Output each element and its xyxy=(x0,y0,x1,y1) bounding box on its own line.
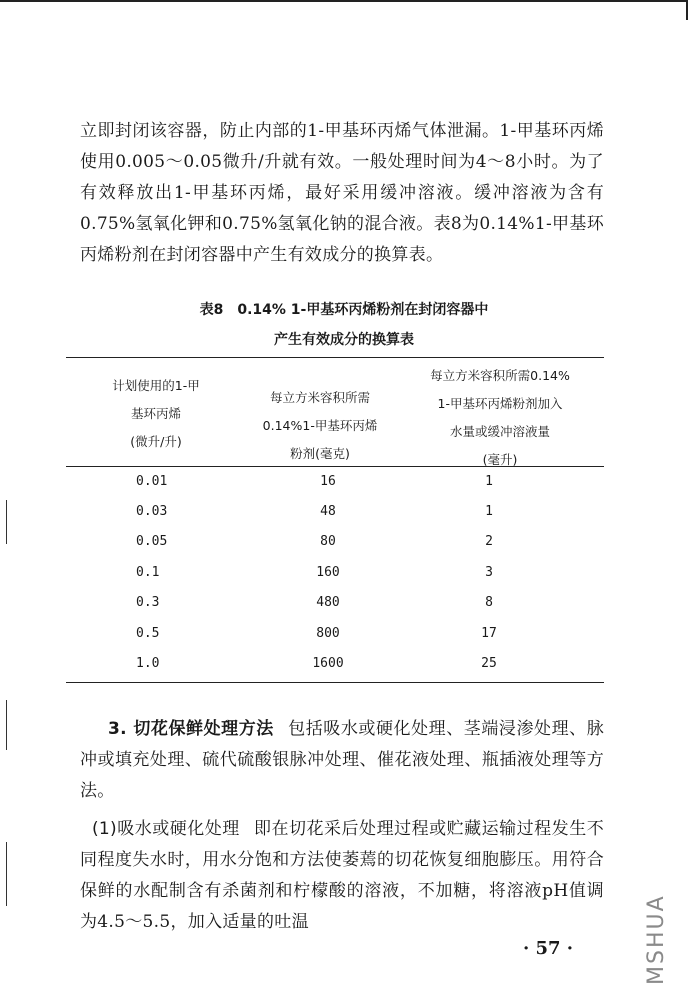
table-cell: 0.3 xyxy=(136,595,160,610)
table-header-powder-amount xyxy=(250,384,390,468)
page-number: · 57 · xyxy=(522,938,574,959)
section-body: 包括吸水或硬化处理、茎端浸渗处理、脉冲或填充处理、硫代硫酸银脉冲处理、催花液处理、瓶插液处理等方法。 xyxy=(80,719,604,801)
header-line: (微升/升) xyxy=(130,434,182,449)
table-header-planned-dose xyxy=(86,372,226,456)
subsection-body: 即在切花采后处理过程或贮藏运输过程发生不同程度失水时，用水分饱和方法使萎蔫的切花恢复细胞膨压。用符合保鲜的水配制含有杀菌剂和柠檬酸的溶液，不加糖，将溶液pH值调为4.5～5.5，加入适量的吐温 xyxy=(80,819,604,932)
paragraph-subsection-1 xyxy=(80,814,604,938)
table-cell: 160 xyxy=(316,565,340,580)
table-cell: 480 xyxy=(316,595,340,610)
table-row xyxy=(66,650,604,678)
table-row xyxy=(66,468,604,496)
header-line: 0.14%1-甲基环丙烯 xyxy=(262,418,378,433)
table-cell: 1.0 xyxy=(136,656,160,671)
table-cell: 16 xyxy=(320,474,336,489)
table-header-rule xyxy=(66,466,604,467)
table-caption-line2: 产生有效成分的换算表 xyxy=(274,332,414,348)
table-cell: 1 xyxy=(485,504,493,519)
table-cell: 8 xyxy=(485,595,493,610)
table-cell: 48 xyxy=(320,504,336,519)
paragraph-intro: 立即封闭该容器，防止内部的1-甲基环丙烯气体泄漏。1-甲基环丙烯使用0.005～0.05微升/升就有效。一般处理时间为4～8小时。为了有效释放出1-甲基环丙烯，最好采用缓冲溶液。缓冲溶液为含有0.75%氢氧化钾和0.75%氢氧化钠的混合液。表8为0.14%1-甲基环丙烯粉剂在封闭容器中产生有效成分的换算表。 xyxy=(80,121,604,265)
table-cell: 1 xyxy=(485,474,493,489)
table-cell: 80 xyxy=(320,534,336,549)
header-line: 计划使用的1-甲 xyxy=(112,378,200,393)
table-cell: 0.01 xyxy=(136,474,168,489)
table-cell: 1600 xyxy=(312,656,344,671)
header-line: (毫升) xyxy=(482,452,518,467)
table-cell: 800 xyxy=(316,626,340,641)
margin-line xyxy=(6,700,7,750)
table-row xyxy=(66,559,604,587)
table-cell: 3 xyxy=(485,565,493,580)
table-row xyxy=(66,498,604,526)
header-line: 水量或缓冲溶液量 xyxy=(449,424,550,439)
paragraph-section-3 xyxy=(80,714,604,807)
table-row xyxy=(66,620,604,648)
table-cell: 0.1 xyxy=(136,565,160,580)
table-cell: 0.05 xyxy=(136,534,168,549)
margin-line xyxy=(6,842,7,906)
page-top-border xyxy=(0,0,688,20)
header-line: 每立方米容积所需0.14% xyxy=(430,368,570,383)
table-row xyxy=(66,528,604,556)
table-cell: 0.03 xyxy=(136,504,168,519)
table-header-water-amount xyxy=(412,362,588,474)
table-cell: 0.5 xyxy=(136,626,160,641)
header-line: 粉剂(毫克) xyxy=(290,446,350,461)
table-bottom-rule xyxy=(66,682,604,683)
subsection-heading: (1)吸水或硬化处理 xyxy=(92,819,240,839)
table-cell: 2 xyxy=(485,534,493,549)
table-cell: 17 xyxy=(481,626,497,641)
header-line: 每立方米容积所需 xyxy=(269,390,370,405)
table-caption-line1: 表8 0.14% 1-甲基环丙烯粉剂在封闭容器中 xyxy=(199,302,489,318)
section-heading: 3. 切花保鲜处理方法 xyxy=(108,719,274,739)
table-top-rule xyxy=(66,357,604,358)
table-cell: 25 xyxy=(481,656,497,671)
header-line: 1-甲基环丙烯粉剂加入 xyxy=(437,396,563,411)
table-row xyxy=(66,589,604,617)
watermark-text: MSHUA xyxy=(644,894,669,986)
margin-line xyxy=(6,500,7,544)
header-line: 基环丙烯 xyxy=(130,406,181,421)
